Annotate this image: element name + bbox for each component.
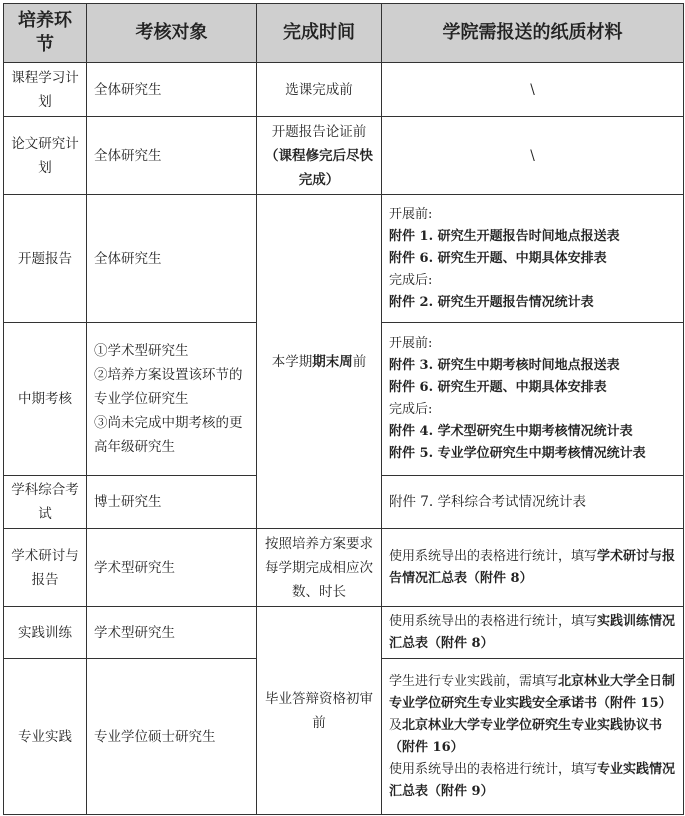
time-cell: 选课完成前 (257, 63, 382, 117)
materials-cell: \ (382, 63, 684, 117)
materials-cell (382, 529, 684, 607)
materials-item: 附件 4. 学术型研究生中期考核情况统计表 (389, 424, 633, 439)
materials-bold: 实践训练情况汇总表（附件 8） (389, 613, 676, 651)
stage-cell: 开题报告 (4, 195, 87, 323)
materials-line (389, 759, 676, 803)
materials-cell (382, 195, 684, 323)
materials-bold: 北京林业大学全日制专业学位研究生专业实践安全承诺书（附件 15） (389, 673, 676, 711)
stage-cell: 学科综合考试 (4, 476, 87, 529)
target-cell: 学术型研究生 (87, 607, 257, 659)
materials-after: 完成后: (389, 402, 433, 417)
time-line: 开题报告论证前 (271, 123, 367, 140)
target-cell: 学术型研究生 (87, 529, 257, 607)
target-cell: 全体研究生 (87, 63, 257, 117)
shared-time-cell (257, 195, 382, 529)
materials-text: 使用系统导出的表格进行统计，填写 (389, 548, 598, 564)
materials-before: 开展前: (389, 336, 433, 351)
target-cell: 专业学位硕士研究生 (87, 659, 257, 815)
table-row (4, 529, 684, 607)
materials-item: 附件 1. 研究生开题报告时间地点报送表 (389, 228, 620, 244)
materials-text: 学生进行专业实践前，需填写 (389, 673, 559, 689)
stage-cell: 学术研讨与报告 (4, 529, 87, 607)
materials-item: 附件 6. 研究生开题、中期具体安排表 (389, 380, 607, 395)
materials-after: 完成后: (389, 272, 433, 288)
target-item: ②培养方案设置该环节的专业学位研究生 (94, 367, 243, 407)
materials-text: 使用系统导出的表格进行统计，填写 (389, 761, 598, 777)
target-cell: 全体研究生 (87, 195, 257, 323)
shared-time-cell: 毕业答辩资格初审前 (257, 607, 382, 815)
header-stage: 培养环节 (4, 4, 87, 63)
time-prefix: 本学期 (271, 353, 313, 370)
target-item: ③尚未完成中期考核的更高年级研究生 (94, 415, 243, 455)
table-row (4, 195, 684, 323)
stage-cell: 专业实践 (4, 659, 87, 815)
materials-item: 附件 5. 专业学位研究生中期考核情况统计表 (389, 446, 646, 461)
materials-text: 及 (389, 717, 403, 733)
stage-cell: 中期考核 (4, 323, 87, 476)
materials-text: 使用系统导出的表格进行统计，填写 (389, 613, 598, 629)
header-materials: 学院需报送的纸质材料 (382, 4, 684, 63)
target-cell: 全体研究生 (87, 117, 257, 195)
requirements-table (3, 3, 684, 815)
materials-cell (382, 323, 684, 476)
header-target: 考核对象 (87, 4, 257, 63)
materials-item: 附件 2. 研究生开题报告情况统计表 (389, 294, 594, 310)
materials-item: 附件 6. 研究生开题、中期具体安排表 (389, 250, 607, 266)
stage-cell: 课程学习计划 (4, 63, 87, 117)
materials-cell: \ (382, 117, 684, 195)
materials-cell (382, 659, 684, 815)
time-suffix: 前 (352, 353, 367, 370)
stage-cell: 实践训练 (4, 607, 87, 659)
materials-item: 附件 3. 研究生中期考核时间地点报送表 (389, 358, 620, 373)
materials-cell: 附件 7. 学科综合考试情况统计表 (382, 476, 684, 529)
time-cell: 按照培养方案要求每学期完成相应次数、时长 (257, 529, 382, 607)
materials-before: 开展前: (389, 206, 433, 222)
table-row (4, 117, 684, 195)
target-cell (87, 323, 257, 476)
materials-cell (382, 607, 684, 659)
time-cell (257, 117, 382, 195)
header-row (4, 4, 684, 63)
target-item: ①学术型研究生 (94, 343, 189, 359)
materials-bold: 专业实践情况汇总表（附件 9） (389, 761, 676, 799)
materials-bold: 学术研讨与报告情况汇总表（附件 8） (389, 548, 676, 586)
stage-cell: 论文研究计划 (4, 117, 87, 195)
time-note: （课程修完后尽快完成） (265, 147, 373, 188)
target-cell: 博士研究生 (87, 476, 257, 529)
table-row (4, 63, 684, 117)
table-row (4, 607, 684, 659)
header-time: 完成时间 (257, 4, 382, 63)
materials-bold: 北京林业大学专业学位研究生专业实践协议书（附件 16） (389, 717, 663, 755)
time-bold: 期末周 (312, 353, 353, 370)
